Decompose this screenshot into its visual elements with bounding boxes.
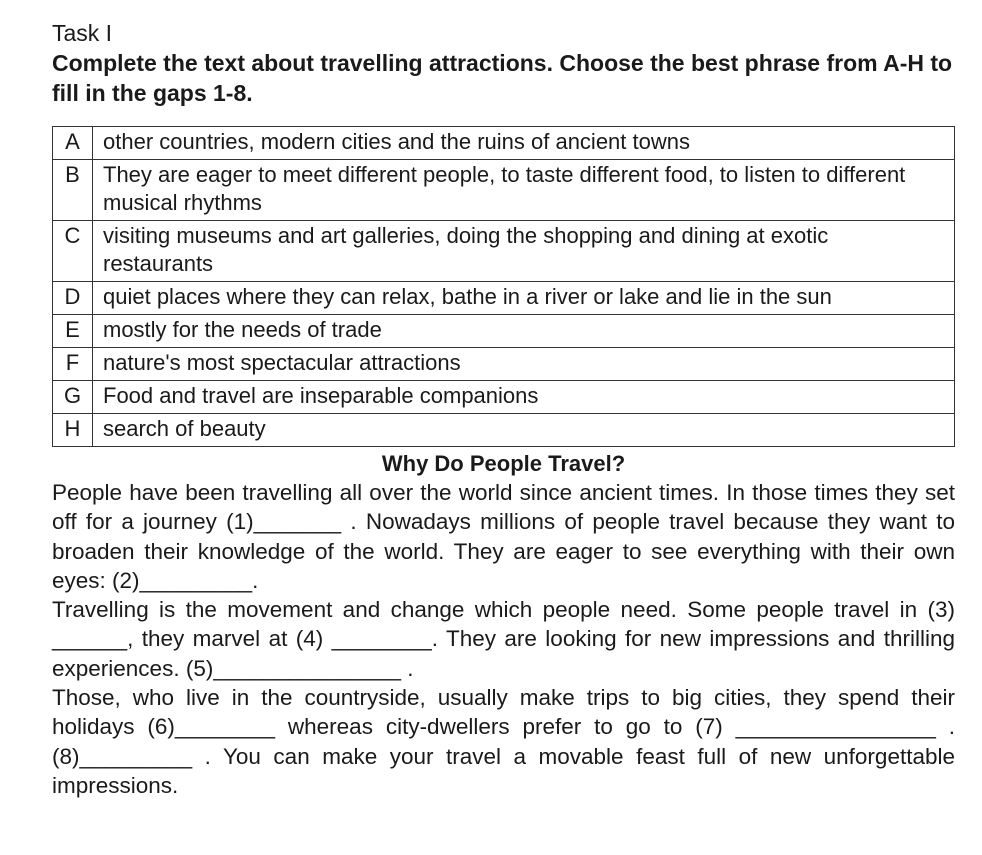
options-table [52,126,955,447]
passage-title: Why Do People Travel? [381,451,626,476]
passage-paragraph-3: Those, who live in the countryside, usually make trips to big cities, they spend their holidays (6)________ whereas city-dwellers prefer to go to (7) ________________ . (8)_________ . You can make your travel a movable feast full of new unforgettable impressions. [52,685,955,798]
task-instruction: Complete the text about travelling attractions. Choose the best phrase from A-H to fill in the gaps 1-8. [52,50,953,106]
option-text: nature's most spectacular attractions [93,348,955,381]
option-text: quiet places where they can relax, bathe in a river or lake and lie in the sun [93,282,955,315]
task-title: Task I [52,20,113,46]
table-row [53,127,955,160]
table-row [53,315,955,348]
option-text: search of beauty [93,414,955,447]
table-row [53,348,955,381]
passage-paragraph-2: Travelling is the movement and change which people need. Some people travel in (3) ______, they marvel at (4) ________. They are looking for new impressions and thrilling experiences. (5)_______________ . [52,597,955,681]
option-letter: C [53,221,93,282]
option-letter: B [53,160,93,221]
table-row [53,282,955,315]
option-letter: A [53,127,93,160]
option-text: visiting museums and art galleries, doing the shopping and dining at exotic restaurants [93,221,955,282]
option-text: other countries, modern cities and the ruins of ancient towns [93,127,955,160]
passage-paragraph-1: People have been travelling all over the world since ancient times. In those times they set off for a journey (1)_______ . Nowadays millions of people travel because they want to broaden their knowledge of the world. They are eager to see everything with their own eyes: (2)_________. [52,480,955,593]
task-page [52,18,955,800]
option-letter: G [53,381,93,414]
option-text: Food and travel are inseparable companions [93,381,955,414]
option-letter: D [53,282,93,315]
table-row [53,160,955,221]
option-letter: F [53,348,93,381]
option-text: mostly for the needs of trade [93,315,955,348]
table-row [53,381,955,414]
table-row [53,221,955,282]
option-text: They are eager to meet different people, to taste different food, to listen to different musical rhythms [93,160,955,221]
option-letter: H [53,414,93,447]
table-row [53,414,955,447]
option-letter: E [53,315,93,348]
